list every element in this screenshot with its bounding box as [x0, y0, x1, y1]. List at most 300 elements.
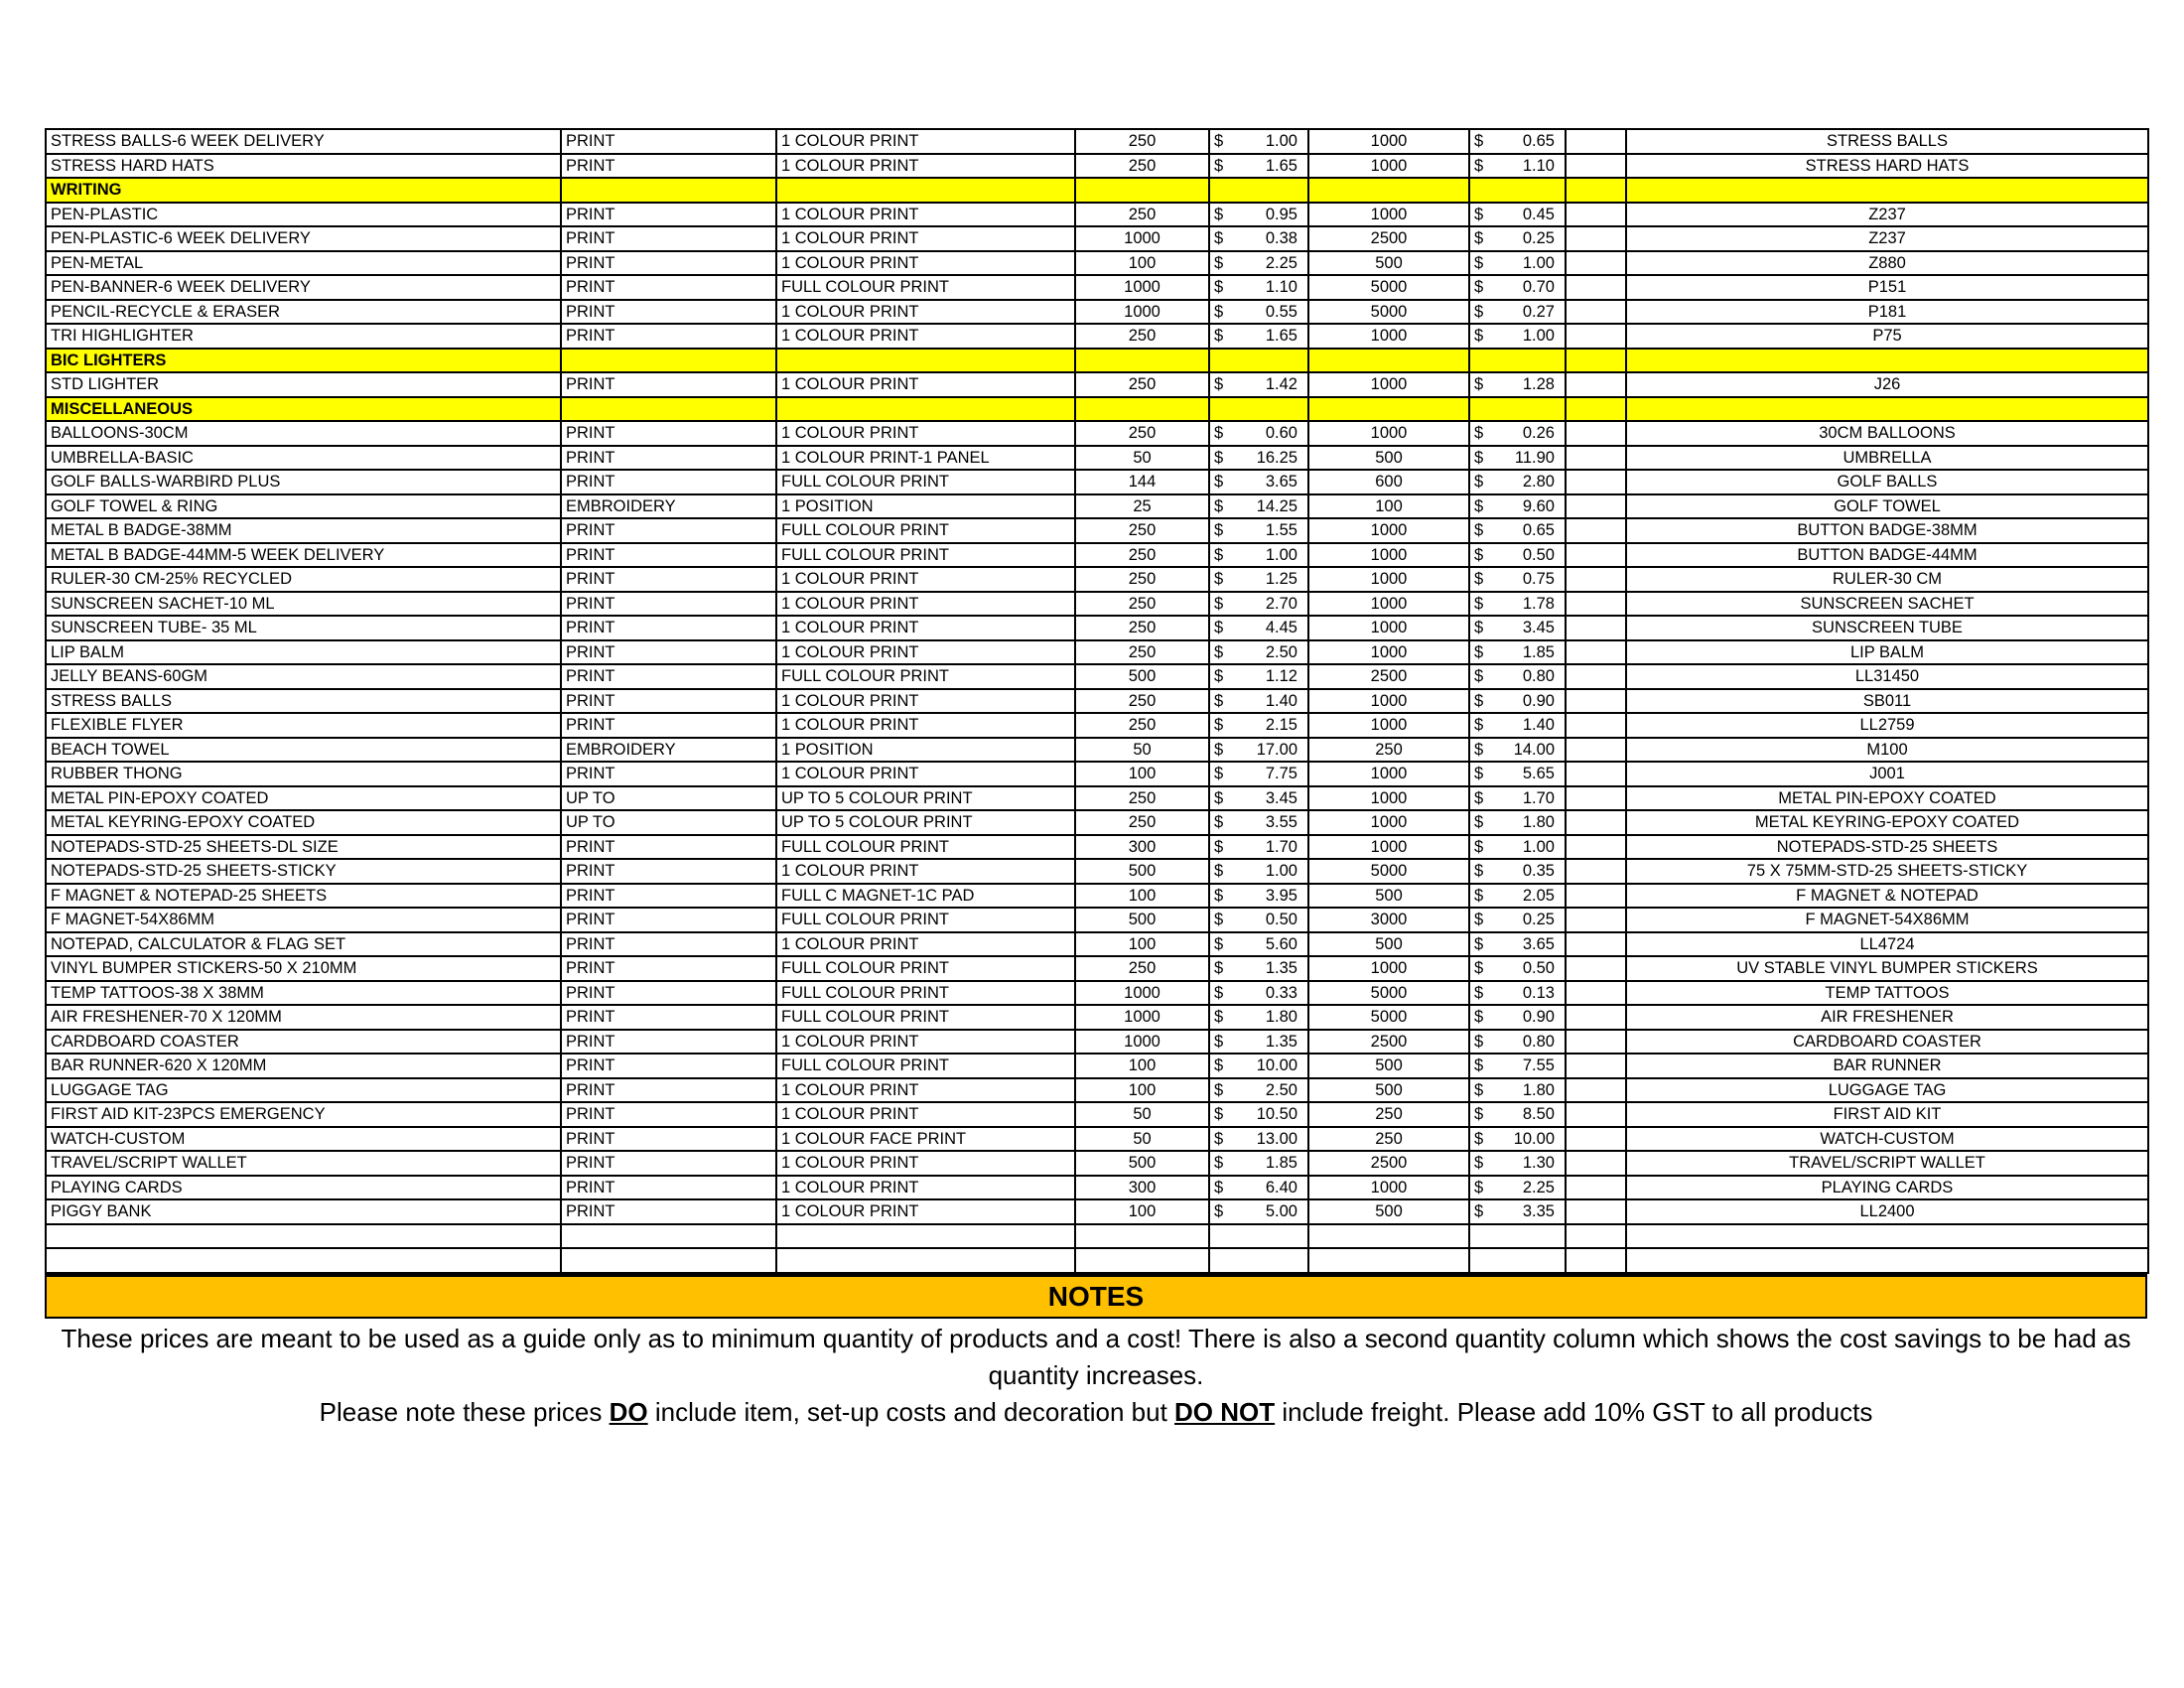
second-price-cell — [1469, 372, 1566, 397]
empty-cell — [1566, 810, 1626, 835]
currency-symbol: $ — [1474, 132, 1484, 151]
currency-symbol: $ — [1474, 642, 1484, 661]
currency-symbol: $ — [1214, 691, 1224, 710]
empty-cell — [1566, 129, 1626, 154]
price-amount: 7.55 — [1522, 1056, 1555, 1075]
second-qty-cell: 1000 — [1308, 640, 1469, 665]
decoration-cell: PRINT — [561, 762, 776, 786]
decoration-cell: PRINT — [561, 324, 776, 349]
min-qty-cell: 250 — [1075, 956, 1209, 981]
min-price-cell — [1209, 518, 1308, 543]
currency-symbol: $ — [1214, 716, 1224, 735]
product-name-cell: METAL B BADGE-38MM — [46, 518, 561, 543]
min-price-cell — [1209, 1176, 1308, 1200]
second-price-cell — [1469, 446, 1566, 471]
table-row — [46, 810, 2148, 835]
min-price-cell — [1209, 1054, 1308, 1078]
price-amount: 0.26 — [1522, 424, 1555, 443]
print-method-cell: UP TO 5 COLOUR PRINT — [776, 786, 1075, 811]
product-name-cell: TRAVEL/SCRIPT WALLET — [46, 1151, 561, 1176]
price-amount: 0.33 — [1265, 983, 1297, 1002]
product-code-cell: CARDBOARD COASTER — [1626, 1030, 2148, 1055]
min-price-cell — [1209, 446, 1308, 471]
currency-symbol: $ — [1474, 594, 1484, 613]
product-code-cell: GOLF TOWEL — [1626, 494, 2148, 519]
price-amount: 0.80 — [1522, 667, 1555, 686]
table-row — [46, 275, 2148, 300]
notes-line-1: These prices are meant to be used as a guide only as to minimum quantity of products and a cost! There is also a second quantity column which shows the cost savings to be had as quantity increases. — [61, 1323, 2131, 1390]
currency-symbol: $ — [1214, 253, 1224, 272]
second-qty-cell: 1000 — [1308, 1176, 1469, 1200]
table-row — [46, 1005, 2148, 1030]
notes-do-not-emphasis: DO NOT — [1174, 1396, 1276, 1427]
second-price-cell — [1469, 275, 1566, 300]
currency-symbol: $ — [1474, 934, 1484, 953]
decoration-cell: PRINT — [561, 421, 776, 446]
product-code-cell: P75 — [1626, 324, 2148, 349]
product-code-cell: J001 — [1626, 762, 2148, 786]
min-qty-cell: 500 — [1075, 859, 1209, 884]
product-name-cell: PIGGY BANK — [46, 1199, 561, 1224]
price-amount: 8.50 — [1522, 1105, 1555, 1124]
empty-cell — [1566, 1078, 1626, 1103]
table-row — [46, 300, 2148, 325]
notes-line-2-part-b: include item, set-up costs and decoration but — [647, 1396, 1175, 1427]
price-amount: 13.00 — [1256, 1129, 1297, 1148]
decoration-cell: PRINT — [561, 470, 776, 494]
table-row — [46, 1176, 2148, 1200]
second-price-cell — [1469, 689, 1566, 714]
decoration-cell: PRINT — [561, 908, 776, 932]
currency-symbol: $ — [1474, 1178, 1484, 1196]
product-name-cell: FIRST AID KIT-23PCS EMERGENCY — [46, 1102, 561, 1127]
table-row — [46, 1127, 2148, 1152]
empty-cell — [1566, 349, 1626, 373]
price-amount: 0.45 — [1522, 205, 1555, 223]
second-qty-cell: 1000 — [1308, 689, 1469, 714]
product-code-cell: F MAGNET & NOTEPAD — [1626, 884, 2148, 909]
second-qty-cell: 2500 — [1308, 226, 1469, 251]
table-row — [46, 859, 2148, 884]
table-row — [46, 518, 2148, 543]
empty-cell — [1566, 762, 1626, 786]
product-code-cell: M100 — [1626, 738, 2148, 763]
second-price-cell — [1469, 203, 1566, 227]
currency-symbol: $ — [1214, 1105, 1224, 1124]
empty-cell — [1566, 1199, 1626, 1224]
product-name-cell: PEN-PLASTIC-6 WEEK DELIVERY — [46, 226, 561, 251]
print-method-cell: 1 COLOUR PRINT — [776, 1078, 1075, 1103]
print-method-cell: 1 COLOUR PRINT — [776, 372, 1075, 397]
price-amount: 3.65 — [1265, 473, 1297, 492]
print-method-cell: 1 COLOUR PRINT — [776, 421, 1075, 446]
price-amount: 1.80 — [1522, 813, 1555, 832]
decoration-cell: PRINT — [561, 956, 776, 981]
price-amount: 2.25 — [1522, 1178, 1555, 1196]
print-method-cell: 1 COLOUR PRINT — [776, 640, 1075, 665]
decoration-cell: PRINT — [561, 1005, 776, 1030]
second-price-cell — [1469, 1176, 1566, 1200]
currency-symbol: $ — [1214, 375, 1224, 394]
empty-cell — [776, 349, 1075, 373]
section-header-row — [46, 178, 2148, 203]
price-sheet — [45, 128, 2147, 1431]
price-amount: 10.00 — [1256, 1056, 1297, 1075]
decoration-cell: EMBROIDERY — [561, 738, 776, 763]
empty-cell — [1566, 446, 1626, 471]
second-qty-cell: 1000 — [1308, 203, 1469, 227]
print-method-cell: FULL COLOUR PRINT — [776, 981, 1075, 1006]
currency-symbol: $ — [1474, 156, 1484, 175]
min-qty-cell: 250 — [1075, 810, 1209, 835]
decoration-cell: PRINT — [561, 1054, 776, 1078]
price-amount: 0.60 — [1265, 424, 1297, 443]
second-price-cell — [1469, 1030, 1566, 1055]
empty-cell — [1566, 372, 1626, 397]
empty-cell — [1566, 518, 1626, 543]
decoration-cell: PRINT — [561, 446, 776, 471]
empty-cell — [1626, 1248, 2148, 1273]
currency-symbol: $ — [1474, 959, 1484, 978]
min-price-cell — [1209, 129, 1308, 154]
empty-cell — [1566, 1176, 1626, 1200]
decoration-cell: PRINT — [561, 1102, 776, 1127]
second-price-cell — [1469, 884, 1566, 909]
empty-cell — [1626, 178, 2148, 203]
print-method-cell: 1 COLOUR PRINT — [776, 616, 1075, 640]
price-amount: 0.80 — [1522, 1032, 1555, 1051]
min-price-cell — [1209, 567, 1308, 592]
blank-row — [46, 1248, 2148, 1273]
table-row — [46, 835, 2148, 860]
currency-symbol: $ — [1474, 619, 1484, 637]
second-price-cell — [1469, 1127, 1566, 1152]
currency-symbol: $ — [1214, 642, 1224, 661]
price-amount: 10.50 — [1256, 1105, 1297, 1124]
currency-symbol: $ — [1474, 740, 1484, 759]
price-amount: 0.35 — [1522, 862, 1555, 881]
section-header-row — [46, 397, 2148, 422]
table-row — [46, 713, 2148, 738]
empty-cell — [1566, 884, 1626, 909]
price-amount: 1.70 — [1522, 788, 1555, 807]
print-method-cell: FULL C MAGNET-1C PAD — [776, 884, 1075, 909]
empty-cell — [1308, 1224, 1469, 1249]
product-name-cell: BALLOONS-30CM — [46, 421, 561, 446]
min-qty-cell: 250 — [1075, 129, 1209, 154]
empty-cell — [1566, 1127, 1626, 1152]
min-qty-cell: 100 — [1075, 1054, 1209, 1078]
empty-cell — [1566, 251, 1626, 276]
min-price-cell — [1209, 786, 1308, 811]
second-price-cell — [1469, 324, 1566, 349]
currency-symbol: $ — [1474, 765, 1484, 783]
second-qty-cell: 5000 — [1308, 859, 1469, 884]
decoration-cell: PRINT — [561, 567, 776, 592]
print-method-cell: 1 COLOUR PRINT — [776, 762, 1075, 786]
price-amount: 14.00 — [1513, 740, 1555, 759]
product-code-cell: LL2400 — [1626, 1199, 2148, 1224]
section-header-row — [46, 349, 2148, 373]
product-code-cell: LL31450 — [1626, 664, 2148, 689]
empty-cell — [1209, 1224, 1308, 1249]
currency-symbol: $ — [1474, 253, 1484, 272]
second-qty-cell: 500 — [1308, 932, 1469, 957]
product-name-cell: GOLF TOWEL & RING — [46, 494, 561, 519]
product-name-cell: METAL B BADGE-44MM-5 WEEK DELIVERY — [46, 543, 561, 568]
price-amount: 2.70 — [1265, 594, 1297, 613]
empty-cell — [1075, 1224, 1209, 1249]
table-row — [46, 884, 2148, 909]
price-amount: 1.10 — [1265, 278, 1297, 297]
min-qty-cell: 250 — [1075, 640, 1209, 665]
price-amount: 2.50 — [1265, 1080, 1297, 1099]
product-name-cell: NOTEPAD, CALCULATOR & FLAG SET — [46, 932, 561, 957]
min-qty-cell: 1000 — [1075, 226, 1209, 251]
second-price-cell — [1469, 226, 1566, 251]
decoration-cell: PRINT — [561, 251, 776, 276]
currency-symbol: $ — [1474, 788, 1484, 807]
section-title: WRITING — [46, 178, 561, 203]
decoration-cell: PRINT — [561, 932, 776, 957]
min-qty-cell: 250 — [1075, 786, 1209, 811]
decoration-cell: PRINT — [561, 859, 776, 884]
min-qty-cell: 500 — [1075, 908, 1209, 932]
print-method-cell: 1 POSITION — [776, 494, 1075, 519]
currency-symbol: $ — [1214, 594, 1224, 613]
min-qty-cell: 250 — [1075, 372, 1209, 397]
price-amount: 1.55 — [1265, 521, 1297, 540]
product-name-cell: STRESS BALLS — [46, 689, 561, 714]
second-price-cell — [1469, 154, 1566, 179]
table-row — [46, 592, 2148, 617]
second-price-cell — [1469, 1078, 1566, 1103]
product-name-cell: PEN-BANNER-6 WEEK DELIVERY — [46, 275, 561, 300]
decoration-cell: PRINT — [561, 640, 776, 665]
price-amount: 1.28 — [1522, 375, 1555, 394]
currency-symbol: $ — [1474, 1008, 1484, 1027]
table-row — [46, 981, 2148, 1006]
decoration-cell: PRINT — [561, 1078, 776, 1103]
min-price-cell — [1209, 810, 1308, 835]
empty-cell — [1308, 397, 1469, 422]
product-name-cell: CARDBOARD COASTER — [46, 1030, 561, 1055]
print-method-cell: 1 COLOUR PRINT — [776, 1199, 1075, 1224]
decoration-cell: PRINT — [561, 1176, 776, 1200]
min-qty-cell: 250 — [1075, 324, 1209, 349]
currency-symbol: $ — [1474, 327, 1484, 346]
decoration-cell: PRINT — [561, 226, 776, 251]
product-code-cell: AIR FRESHENER — [1626, 1005, 2148, 1030]
min-price-cell — [1209, 1005, 1308, 1030]
price-amount: 1.70 — [1265, 837, 1297, 856]
second-price-cell — [1469, 1199, 1566, 1224]
price-amount: 1.85 — [1265, 1154, 1297, 1173]
second-qty-cell: 1000 — [1308, 713, 1469, 738]
product-name-cell: JELLY BEANS-60GM — [46, 664, 561, 689]
product-code-cell: GOLF BALLS — [1626, 470, 2148, 494]
decoration-cell: PRINT — [561, 129, 776, 154]
section-title: MISCELLANEOUS — [46, 397, 561, 422]
print-method-cell: 1 COLOUR PRINT — [776, 1176, 1075, 1200]
currency-symbol: $ — [1214, 278, 1224, 297]
product-code-cell: 30CM BALLOONS — [1626, 421, 2148, 446]
min-price-cell — [1209, 859, 1308, 884]
price-amount: 1.40 — [1265, 691, 1297, 710]
second-price-cell — [1469, 908, 1566, 932]
currency-symbol: $ — [1474, 496, 1484, 515]
print-method-cell: 1 COLOUR PRINT — [776, 1151, 1075, 1176]
second-qty-cell: 1000 — [1308, 592, 1469, 617]
product-name-cell: F MAGNET & NOTEPAD-25 SHEETS — [46, 884, 561, 909]
empty-cell — [1209, 397, 1308, 422]
price-amount: 1.00 — [1265, 132, 1297, 151]
second-price-cell — [1469, 640, 1566, 665]
product-name-cell: WATCH-CUSTOM — [46, 1127, 561, 1152]
second-qty-cell: 1000 — [1308, 616, 1469, 640]
print-method-cell: FULL COLOUR PRINT — [776, 275, 1075, 300]
empty-cell — [1075, 1248, 1209, 1273]
price-table — [45, 128, 2149, 1274]
min-qty-cell: 250 — [1075, 713, 1209, 738]
currency-symbol: $ — [1474, 205, 1484, 223]
decoration-cell: PRINT — [561, 275, 776, 300]
currency-symbol: $ — [1214, 1032, 1224, 1051]
second-qty-cell: 2500 — [1308, 1030, 1469, 1055]
min-qty-cell: 100 — [1075, 251, 1209, 276]
print-method-cell: 1 COLOUR PRINT — [776, 300, 1075, 325]
print-method-cell: 1 COLOUR PRINT — [776, 713, 1075, 738]
min-qty-cell: 50 — [1075, 738, 1209, 763]
price-amount: 5.60 — [1265, 934, 1297, 953]
empty-cell — [1626, 397, 2148, 422]
product-name-cell: BEACH TOWEL — [46, 738, 561, 763]
min-qty-cell: 50 — [1075, 1102, 1209, 1127]
product-code-cell: TEMP TATTOOS — [1626, 981, 2148, 1006]
product-name-cell: GOLF BALLS-WARBIRD PLUS — [46, 470, 561, 494]
min-price-cell — [1209, 956, 1308, 981]
currency-symbol: $ — [1474, 862, 1484, 881]
print-method-cell: 1 COLOUR FACE PRINT — [776, 1127, 1075, 1152]
price-amount: 14.25 — [1256, 496, 1297, 515]
table-row — [46, 567, 2148, 592]
print-method-cell: UP TO 5 COLOUR PRINT — [776, 810, 1075, 835]
product-name-cell: NOTEPADS-STD-25 SHEETS-DL SIZE — [46, 835, 561, 860]
min-price-cell — [1209, 981, 1308, 1006]
min-price-cell — [1209, 421, 1308, 446]
currency-symbol: $ — [1214, 619, 1224, 637]
empty-cell — [1469, 1248, 1566, 1273]
product-name-cell: UMBRELLA-BASIC — [46, 446, 561, 471]
min-qty-cell: 300 — [1075, 1176, 1209, 1200]
print-method-cell: 1 COLOUR PRINT — [776, 1030, 1075, 1055]
price-amount: 1.80 — [1522, 1080, 1555, 1099]
second-qty-cell: 250 — [1308, 738, 1469, 763]
product-code-cell: LL4724 — [1626, 932, 2148, 957]
table-row — [46, 1030, 2148, 1055]
product-code-cell: FIRST AID KIT — [1626, 1102, 2148, 1127]
decoration-cell: PRINT — [561, 518, 776, 543]
empty-cell — [776, 178, 1075, 203]
second-price-cell — [1469, 1054, 1566, 1078]
min-price-cell — [1209, 664, 1308, 689]
table-row — [46, 226, 2148, 251]
empty-cell — [1566, 640, 1626, 665]
empty-cell — [1566, 178, 1626, 203]
min-price-cell — [1209, 1199, 1308, 1224]
min-qty-cell: 100 — [1075, 884, 1209, 909]
empty-cell — [1566, 1030, 1626, 1055]
second-qty-cell: 1000 — [1308, 372, 1469, 397]
print-method-cell: FULL COLOUR PRINT — [776, 518, 1075, 543]
price-amount: 3.65 — [1522, 934, 1555, 953]
print-method-cell: 1 COLOUR PRINT — [776, 251, 1075, 276]
blank-row — [46, 1224, 2148, 1249]
table-row — [46, 154, 2148, 179]
product-code-cell: PLAYING CARDS — [1626, 1176, 2148, 1200]
decoration-cell: PRINT — [561, 1127, 776, 1152]
decoration-cell: PRINT — [561, 713, 776, 738]
currency-symbol: $ — [1474, 716, 1484, 735]
empty-cell — [1566, 1224, 1626, 1249]
min-qty-cell: 100 — [1075, 1199, 1209, 1224]
table-row — [46, 640, 2148, 665]
table-row — [46, 664, 2148, 689]
table-row — [46, 494, 2148, 519]
product-name-cell: SUNSCREEN SACHET-10 ML — [46, 592, 561, 617]
price-amount: 0.38 — [1265, 229, 1297, 248]
print-method-cell: FULL COLOUR PRINT — [776, 664, 1075, 689]
min-price-cell — [1209, 372, 1308, 397]
second-qty-cell: 5000 — [1308, 275, 1469, 300]
min-qty-cell: 50 — [1075, 446, 1209, 471]
product-code-cell: UMBRELLA — [1626, 446, 2148, 471]
product-code-cell: J26 — [1626, 372, 2148, 397]
table-row — [46, 251, 2148, 276]
price-amount: 1.35 — [1265, 959, 1297, 978]
decoration-cell: PRINT — [561, 689, 776, 714]
min-price-cell — [1209, 275, 1308, 300]
product-code-cell: BAR RUNNER — [1626, 1054, 2148, 1078]
price-amount: 3.45 — [1522, 619, 1555, 637]
empty-cell — [1469, 349, 1566, 373]
second-price-cell — [1469, 738, 1566, 763]
min-price-cell — [1209, 154, 1308, 179]
price-amount: 3.35 — [1522, 1202, 1555, 1221]
empty-cell — [46, 1248, 561, 1273]
empty-cell — [1566, 421, 1626, 446]
currency-symbol: $ — [1474, 1080, 1484, 1099]
second-price-cell — [1469, 786, 1566, 811]
second-qty-cell: 1000 — [1308, 543, 1469, 568]
second-price-cell — [1469, 518, 1566, 543]
price-amount: 2.50 — [1265, 642, 1297, 661]
product-name-cell: AIR FRESHENER-70 X 120MM — [46, 1005, 561, 1030]
empty-cell — [1469, 397, 1566, 422]
empty-cell — [1566, 275, 1626, 300]
print-method-cell: 1 COLOUR PRINT — [776, 859, 1075, 884]
currency-symbol: $ — [1214, 473, 1224, 492]
empty-cell — [1469, 1224, 1566, 1249]
table-row — [46, 372, 2148, 397]
product-name-cell: F MAGNET-54X86MM — [46, 908, 561, 932]
currency-symbol: $ — [1214, 983, 1224, 1002]
min-price-cell — [1209, 762, 1308, 786]
second-price-cell — [1469, 664, 1566, 689]
decoration-cell: PRINT — [561, 884, 776, 909]
currency-symbol: $ — [1474, 229, 1484, 248]
currency-symbol: $ — [1214, 813, 1224, 832]
